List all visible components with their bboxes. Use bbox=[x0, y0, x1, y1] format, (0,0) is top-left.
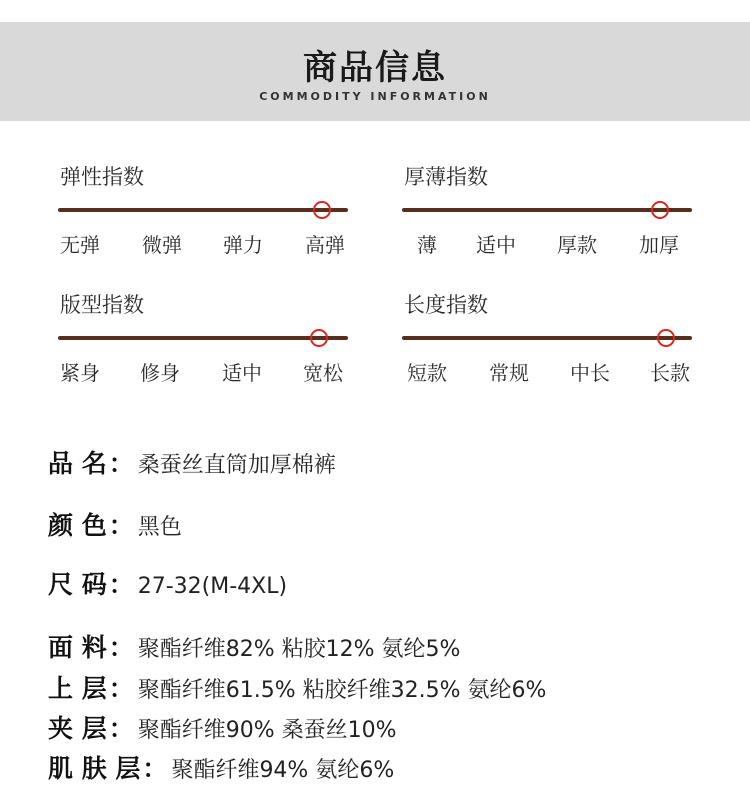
info-key: 肌 肤 层 bbox=[48, 754, 141, 783]
colon: ： bbox=[108, 674, 134, 703]
meter-track bbox=[402, 336, 692, 340]
meter-label: 高弹 bbox=[305, 233, 345, 257]
meter-label: 弹力 bbox=[223, 233, 263, 257]
info-key: 上 层 bbox=[48, 674, 107, 703]
meter-label: 常规 bbox=[489, 361, 529, 385]
meter-labels bbox=[58, 232, 348, 258]
info-value: 聚酯纤维90% 桑蚕丝10% bbox=[137, 718, 397, 743]
meter-knob bbox=[651, 201, 669, 219]
meter-knob bbox=[657, 329, 675, 347]
meter-label: 紧身 bbox=[60, 361, 100, 385]
info-row-fabric bbox=[48, 631, 460, 665]
info-row-middle-layer bbox=[48, 712, 397, 746]
meter-track bbox=[402, 208, 692, 212]
meter-label: 薄 bbox=[417, 233, 437, 257]
page-subtitle: COMMODITY INFORMATION bbox=[259, 90, 491, 103]
info-value: 聚酯纤维82% 粘胶12% 氨纶5% bbox=[137, 637, 461, 662]
info-key: 面 料 bbox=[48, 633, 107, 662]
meter-knob bbox=[310, 329, 328, 347]
info-row-skin-layer bbox=[48, 752, 394, 786]
meter-label: 短款 bbox=[407, 361, 447, 385]
header-banner bbox=[0, 22, 750, 121]
info-value: 聚酯纤维94% 氨纶6% bbox=[171, 758, 395, 783]
meter-label: 加厚 bbox=[639, 233, 679, 257]
meter-label: 厚款 bbox=[557, 233, 597, 257]
info-row-upper-layer bbox=[48, 672, 546, 706]
meter-labels bbox=[402, 360, 692, 386]
colon: ： bbox=[108, 511, 134, 540]
meter-label: 无弹 bbox=[60, 233, 100, 257]
info-value: 27-32(M-4XL) bbox=[137, 574, 288, 599]
meter-label: 修身 bbox=[140, 361, 180, 385]
meter-label: 宽松 bbox=[303, 361, 343, 385]
meter-knob bbox=[313, 201, 331, 219]
meter-track bbox=[58, 336, 348, 340]
info-value: 黑色 bbox=[137, 515, 182, 540]
meter-label: 微弹 bbox=[142, 233, 182, 257]
meter-track bbox=[58, 208, 348, 212]
meter-title: 长度指数 bbox=[404, 293, 488, 317]
meter-length bbox=[402, 292, 692, 402]
meter-thickness bbox=[402, 164, 692, 274]
colon: ： bbox=[108, 449, 134, 478]
meter-labels bbox=[58, 360, 348, 386]
meter-title: 厚薄指数 bbox=[404, 165, 488, 189]
meter-labels bbox=[402, 232, 692, 258]
meter-fit bbox=[58, 292, 348, 402]
info-key: 尺 码 bbox=[48, 570, 107, 599]
info-value: 桑蚕丝直筒加厚棉裤 bbox=[137, 453, 336, 478]
meter-label: 中长 bbox=[570, 361, 610, 385]
meter-title: 版型指数 bbox=[60, 293, 144, 317]
info-key: 颜 色 bbox=[48, 511, 107, 540]
meter-label: 长款 bbox=[650, 361, 690, 385]
meter-elasticity bbox=[58, 164, 348, 274]
info-key: 夹 层 bbox=[48, 714, 107, 743]
info-key: 品 名 bbox=[48, 449, 107, 478]
meter-label: 适中 bbox=[222, 361, 262, 385]
info-row-size bbox=[48, 568, 287, 602]
colon: ： bbox=[108, 714, 134, 743]
info-value: 聚酯纤维61.5% 粘胶纤维32.5% 氨纶6% bbox=[137, 678, 547, 703]
colon: ： bbox=[108, 570, 134, 599]
meter-title: 弹性指数 bbox=[60, 165, 144, 189]
colon: ： bbox=[142, 754, 168, 783]
colon: ： bbox=[108, 633, 134, 662]
info-row-color bbox=[48, 509, 182, 543]
info-row-name bbox=[48, 447, 336, 481]
page-title: 商品信息 bbox=[303, 48, 447, 88]
meter-label: 适中 bbox=[476, 233, 516, 257]
